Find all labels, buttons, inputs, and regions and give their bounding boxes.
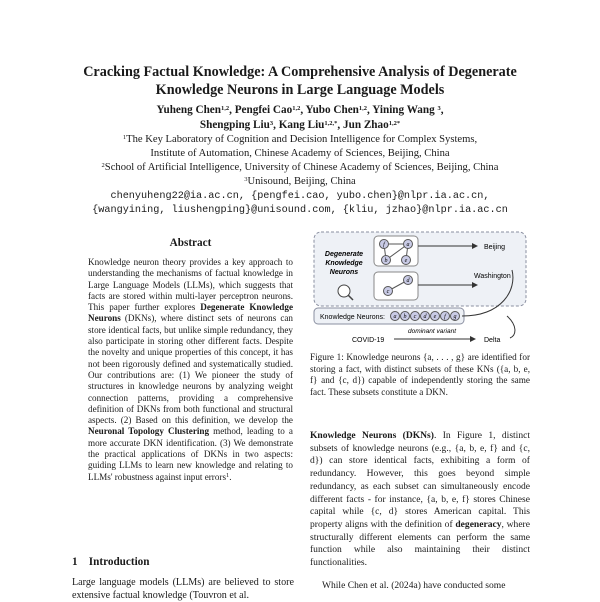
affiliation-2 — [0, 161, 600, 175]
node-label: c — [386, 289, 390, 295]
dkn-label: Degenerate Knowledge Neurons — [324, 251, 364, 276]
author: Pengfei Cao — [234, 104, 293, 116]
aff-sup: 1 — [122, 134, 127, 141]
author: Jun Zhao — [343, 119, 389, 131]
aff1-line-2: Institute of Automation, Chinese Academy of Sciences, Beijing, China — [150, 148, 450, 159]
author-sup: 1,2 — [221, 105, 230, 112]
abstract-heading: Abstract — [169, 237, 212, 249]
title-line-2: Knowledge Neurons in Large Language Models — [155, 82, 445, 98]
authors-line-1: Yuheng Chen$^{1,2}$, Pengfei Cao$^{1,2}$, Yubo Chen$^{1,2}$, Yining Wang $^3$, — [156, 104, 444, 116]
author-sup: 1,2 — [358, 105, 368, 112]
author: Yubo Chen — [305, 104, 359, 116]
affiliation-3 — [0, 175, 600, 189]
kn-label: Knowledge Neurons: — [320, 314, 385, 321]
author-sup: 3 — [437, 105, 441, 112]
figure-caption: Figure 1: Knowledge neurons {a, . . . , g} are identified for storing a fact, with distinct subsets of these KNs ({a, b, e, f} and {c, d}) capable of independently storing the same fact. These subsets constitute a DKN. — [310, 352, 530, 397]
intro-paragraph: Large language models (LLMs) are believed to store extensive factual knowledge (Touvron et al. — [72, 577, 294, 601]
node-label: a — [406, 242, 410, 248]
variant-label: dominant variant — [407, 328, 457, 335]
abstract-text: (DKNs), where distinct sets of neurons can store identical facts, but unlike simple redundancy, they also participate in storing other different facts. Despite the novelty and unique properties of this concept, it has not been rigorously defined and systematically studied. Our contributions are: (1) We pioneer the study of structures in knowledge neurons by analyzing weight connection patterns, providing a comprehensive definition of DKNs from both functional and structural aspects. (2) Based on this definition, we develop the — [88, 313, 293, 426]
author-sup: 3 — [269, 120, 274, 127]
arrowhead — [470, 336, 476, 342]
author-sup: 1,2,* — [324, 120, 338, 127]
abstract-text: . — [229, 471, 232, 482]
authors-line-2: Shengping Liu$^3$, Kang Liu$^{1,2,*}$, Jun Zhao$^{1,2*}$ — [199, 119, 401, 131]
paper-title — [0, 63, 600, 99]
kn-neuron-label: e — [433, 314, 437, 320]
section-heading — [72, 556, 150, 568]
aff2-text: School of Artificial Intelligence, University of Chinese Academy of Sciences, Beijing, China — [104, 162, 499, 173]
section-title: Introduction — [88, 556, 150, 568]
author: Kang Liu — [278, 119, 325, 131]
title-line-1: Cracking Factual Knowledge: A Comprehensive Analysis of Degenerate — [83, 64, 517, 80]
rcol-bold: degeneracy — [455, 518, 502, 530]
kn-neuron-label: c — [413, 314, 417, 320]
author: Shengping Liu — [199, 119, 270, 131]
email-line-2: {wangyining, liushengping}@unisound.com, {kliu, jzhao}@nlpr.ia.ac.cn — [92, 205, 508, 216]
email-line-1: chenyuheng22@ia.ac.cn, {pengfei.cao, yubo.chen}@nlpr.ia.ac.cn, — [110, 191, 490, 202]
author-sup: 1,2* — [388, 120, 401, 127]
abstract-body — [88, 257, 293, 483]
kn-neuron-label: f — [444, 314, 446, 320]
kn-neuron-label: d — [423, 314, 427, 320]
right-column-paragraph — [310, 430, 530, 570]
abstract-bold: Degenerate Knowledge Neurons — [88, 302, 293, 324]
footnote-mark[interactable]: 1 — [226, 471, 230, 479]
abstract-bold: Neuronal Topology Clustering — [88, 426, 210, 437]
author-sup: 1,2 — [292, 105, 301, 112]
cluster-bottom — [374, 272, 418, 300]
curve-arrow-2 — [507, 316, 515, 338]
right-column-paragraph-2: While Chen et al. (2024a) have conducted some — [322, 580, 506, 591]
delta-label: Delta — [484, 337, 501, 344]
rcol-bold: Knowledge Neurons (DKNs) — [310, 430, 434, 441]
kn-neuron-label: a — [393, 314, 397, 320]
aff1-line-1: The Key Laboratory of Cognition and Decision Intelligence for Complex Systems, — [126, 134, 478, 145]
covid-label: COVID-19 — [352, 337, 385, 344]
aff3-text: Unisound, Beijing, China — [247, 176, 356, 187]
node-label: f — [383, 242, 385, 248]
rcol-text: , where structurally different elements can perform the same function while also maintaining their distinct functionalities. — [310, 518, 530, 569]
kn-neuron-label: b — [403, 314, 407, 320]
aff-sup: 2 — [101, 162, 105, 169]
output-beijing: Beijing — [484, 244, 506, 251]
node-label: e — [404, 258, 408, 264]
figure-1 — [312, 230, 530, 348]
kn-neuron-label: g — [453, 314, 457, 320]
author: Yining Wang — [372, 104, 435, 116]
author-list — [0, 103, 600, 133]
aff-sup: 3 — [244, 176, 248, 183]
node-label: d — [406, 278, 410, 284]
section-number: 1 — [72, 556, 78, 568]
abstract-text: Knowledge neuron theory provides a key approach to understanding the mechanisms of factual knowledge in Large Language Models (LLMs), which suggests that facts are stored within multi-layer perceptron neurons. This paper further explores — [88, 257, 293, 313]
abstract-text: method, leading to a more accurate DKN identification. (3) We demonstrate the practical applications of DKNs in two aspects: guiding LLMs to learn new knowledge and relating to LLMs' robustness against input errors — [88, 426, 293, 482]
author: Yuheng Chen — [156, 104, 221, 116]
rcol-text: . In Figure 1, distinct subsets of knowledge neurons (e.g., {a, b, e, f} and {c, d}) can store identical facts, exhibiting a form of redundancy. However, this goes beyond simple redundancy, as each subset can simultaneously encode different facts - for instance, {a, b, e, f} stores Chinese capital while {c, d} stores American capital. This property aligns with the definition of — [310, 430, 530, 530]
output-washington: Washington — [474, 273, 511, 280]
affiliation-1 — [0, 133, 600, 161]
node-label: b — [384, 258, 388, 264]
